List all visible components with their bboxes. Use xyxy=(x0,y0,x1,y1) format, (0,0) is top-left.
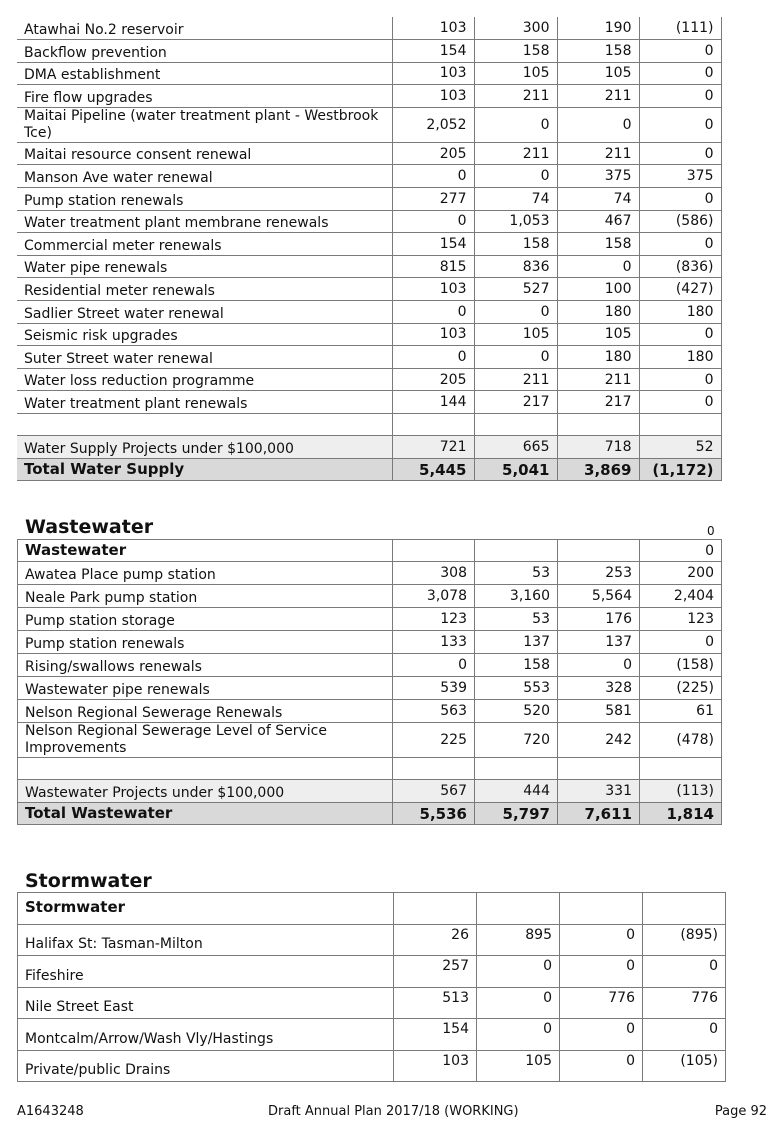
row-label: Suter Street water renewal xyxy=(17,346,392,369)
row-label: Rising/swallows renewals xyxy=(18,654,393,677)
row-label: Water treatment plant membrane renewals xyxy=(17,210,392,233)
row-label xyxy=(18,758,393,780)
row-value-col-1: 0 xyxy=(393,654,475,677)
row-value-col-4: 0 xyxy=(640,631,722,654)
row-value-col-3: 776 xyxy=(560,987,643,1018)
table-row xyxy=(18,1019,726,1050)
row-value-col-1: 154 xyxy=(394,1019,477,1050)
row-value-col-1: 103 xyxy=(392,17,474,40)
row-value-col-3: 0 xyxy=(558,654,640,677)
row-value-col-2 xyxy=(475,540,558,562)
row-value-col-3: 0 xyxy=(560,1019,643,1050)
row-value-col-2: 74 xyxy=(474,188,557,211)
row-label: Water loss reduction programme xyxy=(17,368,392,391)
row-value-col-2: 0 xyxy=(474,346,557,369)
row-value-col-3: 211 xyxy=(557,85,639,108)
row-value-col-2: 0 xyxy=(474,107,557,142)
table-row xyxy=(17,255,721,278)
row-value-col-1: 154 xyxy=(392,233,474,256)
row-label: Backflow prevention xyxy=(17,40,392,63)
row-value-col-1: 0 xyxy=(392,346,474,369)
row-value-col-4: (113) xyxy=(640,780,722,803)
row-value-col-2: 444 xyxy=(475,780,558,803)
table-row xyxy=(17,278,721,301)
row-value-col-1: 0 xyxy=(392,301,474,324)
row-value-col-4: (158) xyxy=(640,654,722,677)
wastewater-heading: Wastewater xyxy=(25,516,154,538)
row-label: DMA establishment xyxy=(17,62,392,85)
row-value-col-4: 180 xyxy=(639,301,721,324)
row-value-col-3: 105 xyxy=(557,323,639,346)
total-row xyxy=(18,803,722,825)
row-label: Seismic risk upgrades xyxy=(17,323,392,346)
table-row xyxy=(18,562,722,585)
row-value-col-1: 123 xyxy=(393,608,475,631)
table-row xyxy=(17,391,721,414)
row-value-col-3: 0 xyxy=(557,107,639,142)
row-value-col-4 xyxy=(639,414,721,436)
row-label: Wastewater pipe renewals xyxy=(18,677,393,700)
row-value-col-3: 718 xyxy=(557,436,639,459)
row-value-col-4: 0 xyxy=(640,540,722,562)
row-value-col-3: 0 xyxy=(557,255,639,278)
table-row xyxy=(17,188,721,211)
table-row xyxy=(18,654,722,677)
row-value-col-3: 211 xyxy=(557,368,639,391)
row-label: Atawhai No.2 reservoir xyxy=(17,17,392,40)
table-row xyxy=(18,608,722,631)
row-value-col-3: 581 xyxy=(558,700,640,723)
row-value-col-4: 0 xyxy=(639,368,721,391)
table-row xyxy=(17,142,721,165)
row-value-col-2: 1,053 xyxy=(474,210,557,233)
table-row xyxy=(18,956,726,987)
row-value-col-2: 53 xyxy=(475,562,558,585)
row-value-col-2: 520 xyxy=(475,700,558,723)
table-row xyxy=(17,62,721,85)
wastewater-heading-value: 0 xyxy=(707,524,715,538)
row-value-col-2: 553 xyxy=(475,677,558,700)
row-value-col-4: (895) xyxy=(643,925,726,956)
row-value-col-4: 0 xyxy=(643,1019,726,1050)
row-value-col-1 xyxy=(392,414,474,436)
row-value-col-3: 375 xyxy=(557,165,639,188)
footer-doc-id: A1643248 xyxy=(17,1104,84,1119)
row-value-col-1: 154 xyxy=(392,40,474,63)
row-value-col-1: 144 xyxy=(392,391,474,414)
row-value-col-4: 776 xyxy=(643,987,726,1018)
row-value-col-2: 158 xyxy=(475,654,558,677)
row-value-col-2 xyxy=(475,758,558,780)
table-row xyxy=(17,165,721,188)
row-value-col-1: 0 xyxy=(392,165,474,188)
row-label: Commercial meter renewals xyxy=(17,233,392,256)
row-label: Manson Ave water renewal xyxy=(17,165,392,188)
row-value-col-4: 375 xyxy=(639,165,721,188)
row-value-col-1: 103 xyxy=(392,278,474,301)
total-row xyxy=(17,459,721,481)
row-value-col-3: 0 xyxy=(560,925,643,956)
row-value-col-4: 1,814 xyxy=(640,803,722,825)
row-value-col-3 xyxy=(558,758,640,780)
table-row xyxy=(18,585,722,608)
row-value-col-4: 0 xyxy=(639,40,721,63)
footer-page-number: Page 92 xyxy=(714,1104,767,1119)
row-label: Residential meter renewals xyxy=(17,278,392,301)
row-value-col-2: 665 xyxy=(474,436,557,459)
row-label: Nelson Regional Sewerage Level of Service Improvements xyxy=(18,723,393,758)
row-value-col-1: 721 xyxy=(392,436,474,459)
row-value-col-4: (225) xyxy=(640,677,722,700)
row-value-col-3: 100 xyxy=(557,278,639,301)
row-value-col-1: 5,536 xyxy=(393,803,475,825)
row-value-col-3: 331 xyxy=(558,780,640,803)
row-value-col-1: 26 xyxy=(394,925,477,956)
row-value-col-2: 137 xyxy=(475,631,558,654)
row-value-col-4: 0 xyxy=(639,323,721,346)
row-value-col-2: 211 xyxy=(474,85,557,108)
row-value-col-1: 563 xyxy=(393,700,475,723)
row-label: Nelson Regional Sewerage Renewals xyxy=(18,700,393,723)
row-value-col-3: 137 xyxy=(558,631,640,654)
row-value-col-2: 211 xyxy=(474,368,557,391)
row-value-col-2: 105 xyxy=(474,62,557,85)
table-row xyxy=(17,301,721,324)
table-row xyxy=(18,1050,726,1081)
row-value-col-1: 133 xyxy=(393,631,475,654)
row-value-col-1: 103 xyxy=(392,85,474,108)
row-label: Water Supply Projects under $100,000 xyxy=(17,436,392,459)
row-value-col-3: 158 xyxy=(557,40,639,63)
row-label: Wastewater Projects under $100,000 xyxy=(18,780,393,803)
row-value-col-1: 2,052 xyxy=(392,107,474,142)
row-value-col-1: 257 xyxy=(394,956,477,987)
table-row xyxy=(17,233,721,256)
row-value-col-4: (111) xyxy=(639,17,721,40)
row-value-col-3: 0 xyxy=(560,1050,643,1081)
row-value-col-4: 0 xyxy=(639,233,721,256)
row-value-col-1: 0 xyxy=(392,210,474,233)
row-value-col-4: 0 xyxy=(639,107,721,142)
row-value-col-4: 0 xyxy=(639,62,721,85)
row-label: Halifax St: Tasman-Milton xyxy=(18,925,394,956)
table-row xyxy=(17,323,721,346)
row-value-col-1: 103 xyxy=(392,62,474,85)
row-label: Maitai resource consent renewal xyxy=(17,142,392,165)
row-value-col-2: 211 xyxy=(474,142,557,165)
row-value-col-2: 0 xyxy=(474,165,557,188)
row-label: Total Wastewater xyxy=(18,803,393,825)
row-value-col-1: 277 xyxy=(392,188,474,211)
water-supply-table xyxy=(17,17,722,481)
row-value-col-2: 53 xyxy=(475,608,558,631)
table-row xyxy=(17,346,721,369)
row-label: Stormwater xyxy=(18,893,394,925)
row-value-col-1: 539 xyxy=(393,677,475,700)
row-value-col-4: 0 xyxy=(639,142,721,165)
under-threshold-row xyxy=(17,436,721,459)
row-value-col-3 xyxy=(558,540,640,562)
row-value-col-1: 205 xyxy=(392,142,474,165)
row-value-col-4 xyxy=(640,758,722,780)
row-value-col-3: 467 xyxy=(557,210,639,233)
row-value-col-1: 513 xyxy=(394,987,477,1018)
row-label: Montcalm/Arrow/Wash Vly/Hastings xyxy=(18,1019,394,1050)
row-value-col-2: 3,160 xyxy=(475,585,558,608)
row-value-col-4: (105) xyxy=(643,1050,726,1081)
row-label: Wastewater xyxy=(18,540,393,562)
stormwater-table xyxy=(17,892,726,1082)
table-row xyxy=(17,210,721,233)
row-label: Water pipe renewals xyxy=(17,255,392,278)
row-value-col-3: 0 xyxy=(560,956,643,987)
row-value-col-4: 52 xyxy=(639,436,721,459)
row-value-col-2: 217 xyxy=(474,391,557,414)
row-label: Fifeshire xyxy=(18,956,394,987)
stormwater-heading: Stormwater xyxy=(25,870,152,892)
row-label: Neale Park pump station xyxy=(18,585,393,608)
row-value-col-3: 3,869 xyxy=(557,459,639,481)
table-row xyxy=(18,925,726,956)
row-value-col-3: 5,564 xyxy=(558,585,640,608)
row-value-col-1: 5,445 xyxy=(392,459,474,481)
under-threshold-row xyxy=(18,780,722,803)
row-value-col-4: 61 xyxy=(640,700,722,723)
table-row xyxy=(18,631,722,654)
row-label: Private/public Drains xyxy=(18,1050,394,1081)
row-value-col-2: 105 xyxy=(474,323,557,346)
row-label: Pump station storage xyxy=(18,608,393,631)
row-value-col-4: 123 xyxy=(640,608,722,631)
row-label: Total Water Supply xyxy=(17,459,392,481)
row-value-col-3: 158 xyxy=(557,233,639,256)
row-value-col-3: 328 xyxy=(558,677,640,700)
table-row xyxy=(17,107,721,142)
footer-doc-title: Draft Annual Plan 2017/18 (WORKING) xyxy=(268,1104,519,1119)
row-value-col-1: 308 xyxy=(393,562,475,585)
row-value-col-2 xyxy=(477,893,560,925)
row-value-col-4: 180 xyxy=(639,346,721,369)
table-row xyxy=(18,723,722,758)
row-label: Nile Street East xyxy=(18,987,394,1018)
table-row xyxy=(18,700,722,723)
row-value-col-2: 5,041 xyxy=(474,459,557,481)
row-value-col-2: 0 xyxy=(474,301,557,324)
spacer-row xyxy=(18,758,722,780)
row-label: Awatea Place pump station xyxy=(18,562,393,585)
row-value-col-3: 7,611 xyxy=(558,803,640,825)
row-value-col-4: (478) xyxy=(640,723,722,758)
row-value-col-4: 0 xyxy=(639,85,721,108)
row-value-col-2: 300 xyxy=(474,17,557,40)
row-label: Fire flow upgrades xyxy=(17,85,392,108)
row-label: Sadlier Street water renewal xyxy=(17,301,392,324)
row-value-col-4: (1,172) xyxy=(639,459,721,481)
row-value-col-4: (427) xyxy=(639,278,721,301)
row-value-col-4 xyxy=(643,893,726,925)
table-row xyxy=(18,987,726,1018)
row-value-col-3: 190 xyxy=(557,17,639,40)
row-value-col-2: 158 xyxy=(474,233,557,256)
row-label: Pump station renewals xyxy=(17,188,392,211)
row-value-col-2: 0 xyxy=(477,1019,560,1050)
row-value-col-4: 0 xyxy=(639,391,721,414)
row-value-col-2: 895 xyxy=(477,925,560,956)
row-value-col-2: 527 xyxy=(474,278,557,301)
spacer-row xyxy=(17,414,721,436)
row-value-col-1: 103 xyxy=(394,1050,477,1081)
section-header-row xyxy=(18,540,722,562)
table-row xyxy=(17,85,721,108)
row-value-col-1 xyxy=(394,893,477,925)
row-value-col-3: 180 xyxy=(557,346,639,369)
row-value-col-2: 158 xyxy=(474,40,557,63)
row-value-col-3: 217 xyxy=(557,391,639,414)
wastewater-table xyxy=(17,539,722,825)
row-value-col-2: 5,797 xyxy=(475,803,558,825)
row-value-col-4: (836) xyxy=(639,255,721,278)
row-value-col-1 xyxy=(393,758,475,780)
row-value-col-4: 200 xyxy=(640,562,722,585)
row-value-col-2: 720 xyxy=(475,723,558,758)
row-value-col-1: 225 xyxy=(393,723,475,758)
row-value-col-1 xyxy=(393,540,475,562)
row-label: Maitai Pipeline (water treatment plant - Westbrook Tce) xyxy=(17,107,392,142)
row-value-col-2: 105 xyxy=(477,1050,560,1081)
row-label xyxy=(17,414,392,436)
row-value-col-2: 0 xyxy=(477,956,560,987)
row-value-col-3: 105 xyxy=(557,62,639,85)
row-label: Water treatment plant renewals xyxy=(17,391,392,414)
row-value-col-3 xyxy=(560,893,643,925)
table-row xyxy=(17,40,721,63)
row-value-col-2: 836 xyxy=(474,255,557,278)
row-value-col-3: 211 xyxy=(557,142,639,165)
row-value-col-1: 815 xyxy=(392,255,474,278)
row-value-col-1: 103 xyxy=(392,323,474,346)
row-value-col-1: 205 xyxy=(392,368,474,391)
row-value-col-1: 567 xyxy=(393,780,475,803)
row-value-col-2 xyxy=(474,414,557,436)
row-value-col-4: 0 xyxy=(643,956,726,987)
row-value-col-3: 180 xyxy=(557,301,639,324)
table-row xyxy=(17,368,721,391)
table-row xyxy=(17,17,721,40)
row-value-col-2: 0 xyxy=(477,987,560,1018)
row-value-col-3: 242 xyxy=(558,723,640,758)
row-value-col-4: 0 xyxy=(639,188,721,211)
table-row xyxy=(18,677,722,700)
row-value-col-3: 253 xyxy=(558,562,640,585)
section-header-row xyxy=(18,893,726,925)
row-label: Pump station renewals xyxy=(18,631,393,654)
row-value-col-4: 2,404 xyxy=(640,585,722,608)
row-value-col-1: 3,078 xyxy=(393,585,475,608)
row-value-col-3: 176 xyxy=(558,608,640,631)
row-value-col-3 xyxy=(557,414,639,436)
row-value-col-4: (586) xyxy=(639,210,721,233)
row-value-col-3: 74 xyxy=(557,188,639,211)
